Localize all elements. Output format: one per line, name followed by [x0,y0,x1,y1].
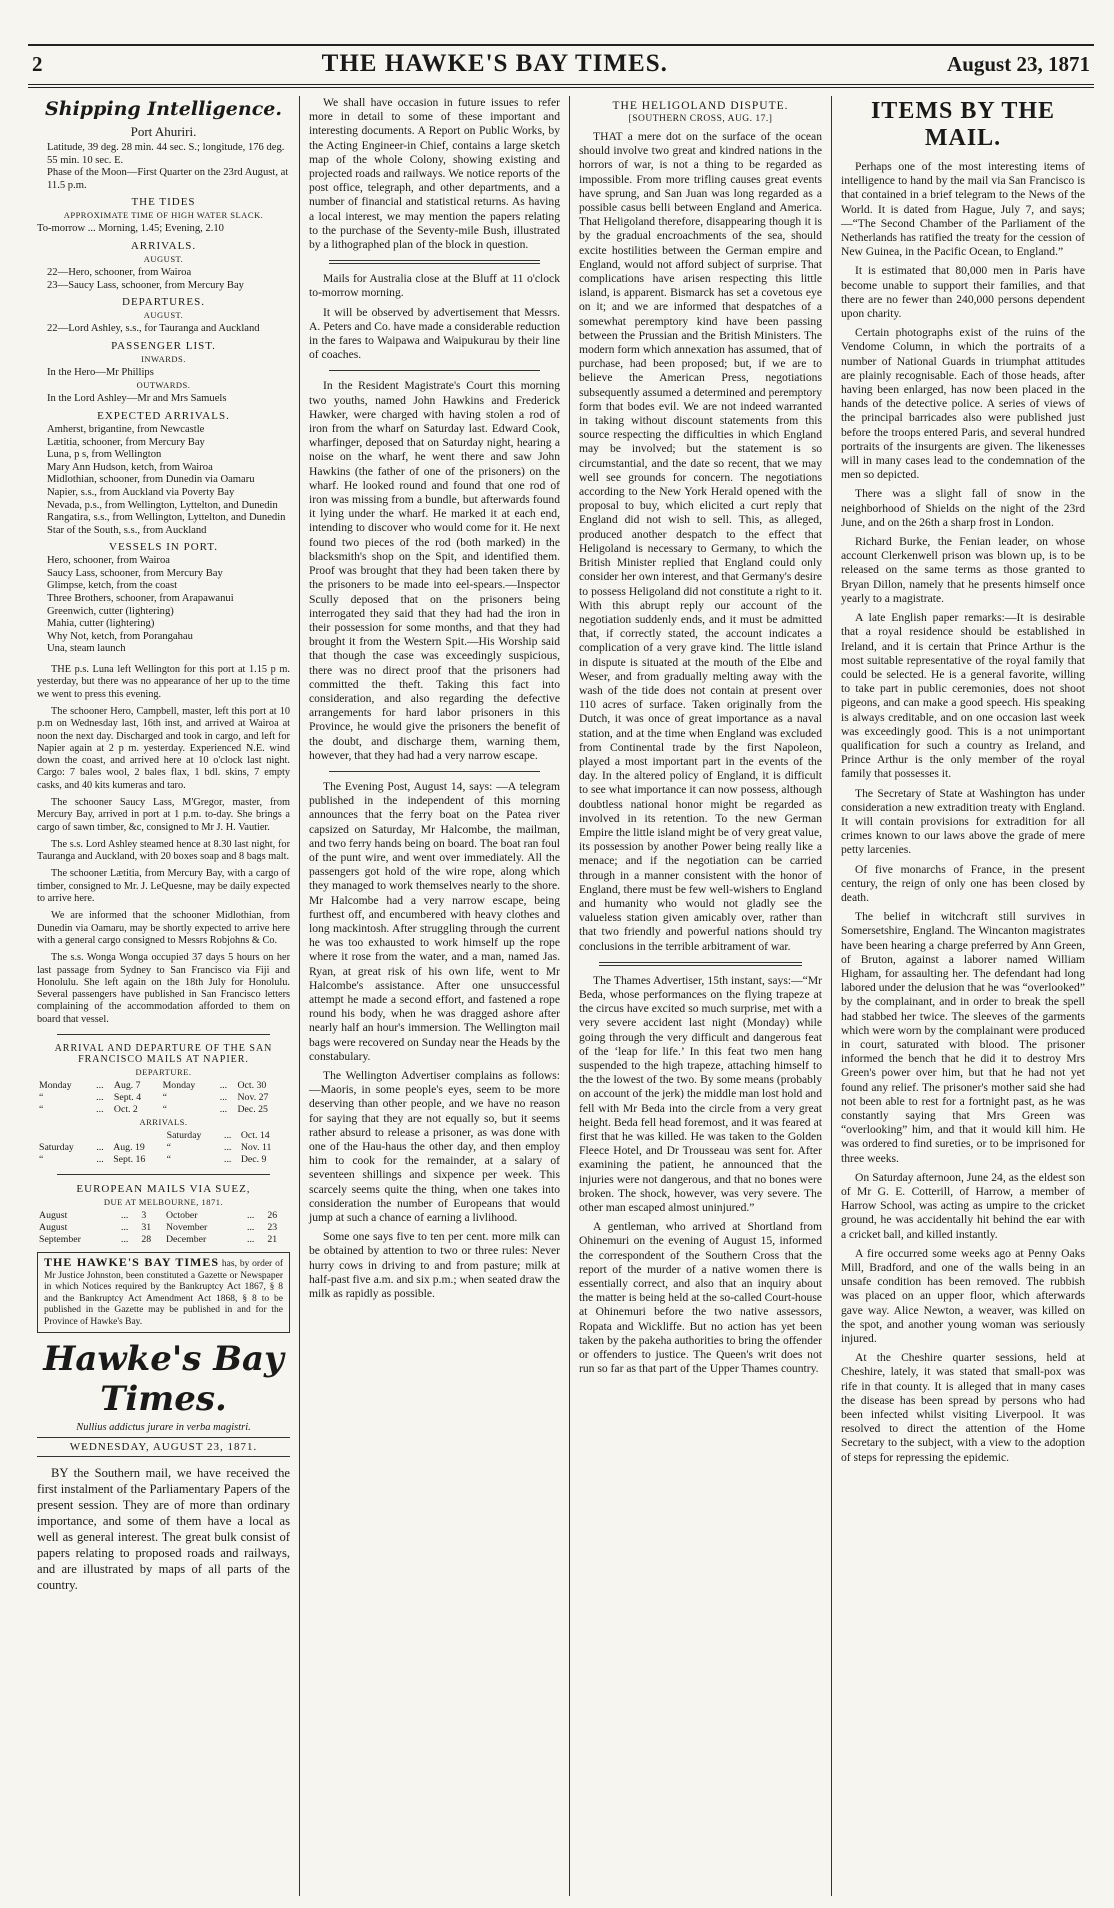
suez-table [37,1210,290,1246]
page-number: 2 [32,52,43,76]
table-cell: ... [224,1130,232,1142]
table-cell: ... [121,1222,129,1234]
expected-heading: EXPECTED ARRIVALS. [97,409,230,422]
table-cell: 23 [267,1222,278,1234]
table-cell: 3 [141,1210,147,1222]
table-cell [111,1130,164,1142]
table-cell: ... [224,1154,232,1166]
shipping-para: The schooner Saucy Lass, M'Gregor, master, from Mercury Bay, arrived in port at 1 p.m. to-day. She brings a cargo of sawn timber, &c, consigned to Mr J. H. Vautier. [37,797,290,833]
divider [57,1034,270,1035]
table-cell: Monday [162,1080,196,1092]
table-cell: 28 [141,1234,152,1246]
divider [599,962,802,966]
article-para: A gentleman, who arrived at Shortland from Ohinemuri on the evening of August 15, informed the correspondent of the Southern Cross that the report of the murder of a native women there is essentially correct, and also that an inquiry about the matter is being held at the so-called Court-house at Ohinemuri before the two native assessors, Ropata and Wickliffe. But no action has yet been taken by the pakeha authorities to bring the offender or offenders to justice. The Queen's writ does not run so far as that part of the Upper Thames country. [579,1220,822,1376]
table-cell: October [165,1210,198,1222]
notice-lead: THE HAWKE'S BAY TIMES [44,1255,220,1270]
table-cell: ... [219,1092,228,1104]
article-para: A fire occurred some weeks ago at Penny Oaks Mill, Bradford, and one of the walls being in an unsafe condition has been removed. The rubbish was placed on an upper floor, which afterwards gave way. Alice Newton, a weaver, was killed on the spot, and another young woman was seriously injured. [841,1246,1085,1346]
heligoland-source: [SOUTHERN CROSS, AUG. 17.] [628,114,773,124]
article-para: It is estimated that 80,000 men in Paris have become unable to support their families, and that there are no fewer than 240,000 persons dependent upon charity. [841,264,1085,321]
table-cell: ... [224,1142,232,1154]
expected-item: Luna, p s, from Wellington [47,449,162,461]
motto: Nullius addictus jurare in verba magistri. [76,1422,251,1434]
editorial-para: BY the Southern mail, we have received the first instalment of the Parliamentary Papers of the present session. They are of more than ordinary importance, and some of them have a local as well as general interest. The great bulk consist of papers relating to proposed roads and railways, and are illustrated by maps of all parts of the country. [37,1466,290,1593]
column-1 [28,96,300,1896]
table-cell: ... [121,1234,129,1246]
expected-item: Midlothian, schooner, from Dunedin via Oamaru [47,474,255,486]
table-cell: Sept. 16 [113,1154,146,1166]
items-heading: ITEMS BY THE MAIL. [870,98,1056,151]
table-cell: “ [39,1092,44,1104]
table-cell: ... [96,1142,104,1154]
table-cell: ... [219,1104,228,1116]
suez-sub: DUE AT MELBOURNE, 1871. [103,1197,224,1208]
issue-date: August 23, 1871 [947,52,1090,76]
vessel-item: Why Not, ketch, from Porangahau [47,630,193,642]
article-para: Certain photographs exist of the ruins of the Vendome Column, in which the portraits of a number of National Guards in triumphat attitudes are plainly recognisable. Each of those heads, after having been enlarged, has now been placed in the hands of the detective police. A series of views of the principal barricades also were published just before the troops entered Paris, and several hundred portraits of the insurgents are given. The likenesses will in many cases lead to the condemnation of the men so depicted. [841,326,1085,482]
shipping-para: We are informed that the schooner Midlothian, from Dunedin via Oamaru, may be shortly expected to arrive here with a general cargo consigned to Messrs Robjohns & Co. [37,910,290,946]
expected-item: Star of the South, s.s., from Auckland [47,524,207,536]
divider [57,1174,270,1175]
vessel-item: Three Brothers, schooner, from Arapawanui [47,593,234,605]
vessel-item: Mahia, cutter (lightering) [47,618,155,630]
mail-arrival-table [37,1130,290,1166]
arrival-item: 23—Saucy Lass, schooner, from Mercury Bay [47,279,244,291]
vessel-item: Una, steam launch [47,643,126,655]
table-cell: ... [96,1104,104,1116]
article-para: There was a slight fall of snow in the neighborhood of Shields on the night of the 23rd June, and on the 26th a sharp frost in London. [841,487,1085,529]
arrivals-heading: ARRIVALS. [130,239,197,252]
table-cell: ... [247,1210,255,1222]
tides-heading: THE TIDES [131,196,196,209]
table-cell: December [165,1234,207,1246]
table-cell: Dec. 9 [240,1154,267,1166]
shipping-para: THE p.s. Luna left Wellington for this port at 1.15 p m. yesterday, but there was no appearance of her up to the time we went to press this evening. [37,664,290,700]
expected-item: Rangatira, s.s., from Wellington, Lyttelton, and Dunedin [47,512,286,524]
shipping-heading: Shipping Intelligence. [45,98,282,120]
table-cell: ... [219,1080,228,1092]
article-para: Some one says five to ten per cent. more milk can be obtained by attention to two or three rules: Never hurry cows in driving to and from pasture; milk at half-past five a.m. and six p.m.; when seated draw the milk as rapidly as possible. [309,1230,560,1301]
article-para: In the Resident Magistrate's Court this morning two youths, named John Hawkins and Frederick Hawker, were charged with having stolen a rod of iron from the wharf on Saturday last. Edward Cook, wharfinger, deposed that on Saturday night, hearing a noise on the wharf, he went there and saw John Hawkins (the father of one of the prisoners) on the wharf. He looked round and found that one rod of iron was missing from a bundle, but afterwards found it lying under the wharf. He marked it at each end, intending to discover who would come for it. He next found two pieces of the rod (both marked) in the blacksmith's shop on the Spit, and identified them. Proof was brought that they had been taken there by the prisoners to be made into eel-spears.—Inspector Scully deposed that on the prisoners being interrogated they said that they had had the iron in their possession for some months, and that they had brought it from the Western Spit.—His Worship said that though the case was exceedingly suspicious, there was no direct proof that the prisoners had committed the theft. Taking this fact into consideration, and also regarding the defective arrangements for hard labor prisoners in this Province, he would give the prisoners the benefit of the doubt, and discharge them, warning them, however, that they had had a very narrow escape. [309,379,560,762]
shipping-news [37,664,290,1026]
vessel-item: Hero, schooner, from Wairoa [47,555,170,567]
inwards-line: In the Hero—Mr Phillips [47,366,154,378]
table-cell: ... [121,1210,129,1222]
table-cell: “ [39,1104,44,1116]
divider [329,771,540,772]
table-cell: Dec. 25 [237,1104,268,1116]
columns [28,96,1094,1896]
table-cell: “ [166,1154,171,1166]
mail-arrivals-label: ARRIVALS. [139,1117,188,1128]
outwards-line: In the Lord Ashley—Mr and Mrs Samuels [47,393,227,405]
table-cell: August [39,1210,68,1222]
article-para: The Evening Post, August 14, says: —A telegram published in the independent of this morning announces that the ferry boat on the Patea river capsized on Saturday, Mr Halcombe, the mailman, and two ferry hands being on board. The boat ran foul of the punt wire, and went over immediately. All the passengers got hold of the wire rope, along which they managed to work themselves nearly to the shore. Mr Halcombe had a very narrow escape, being furthest off, and encumbered with heavy clothes and long mackintosh. After struggling through the current he was too exhausted to work himself up the rope where it rose from the water, and a man, named Jas. Ryan, at great risk of his own life, went to Mr Halcombe's assistance. After one unsuccessful attempt he made a second effort, and fastened a rope round his body, when he was dragged ashore after nearly half an hour's immersion. The Wellington mail bags were recovered on Sunday near the Heads by the constabulary. [309,779,560,1063]
table-cell: ... [96,1080,104,1092]
vessel-item: Saucy Lass, schooner, from Mercury Bay [47,567,223,579]
table-cell: “ [162,1092,167,1104]
table-cell: Oct. 2 [113,1104,138,1116]
table-cell: “ [166,1142,171,1154]
table-cell: Nov. 27 [237,1092,269,1104]
table-cell: Oct. 14 [240,1130,270,1142]
article-para: Richard Burke, the Fenian leader, on whose account Clerkenwell prison was blown up, is to be released on the same terms as those granted to Bryan Dillon, namely that he presents himself once yearly to a magistrate. [841,535,1085,605]
vessels-heading: VESSELS IN PORT. [109,541,218,554]
article-para: Of five monarchs of France, in the present century, the reign of only one has been closed by death. [841,862,1085,904]
gazette-notice [37,1252,290,1333]
departures-month: AUGUST. [143,310,184,321]
article-para: THAT a mere dot on the surface of the ocean should involve two great and kindred nations in the horrors of war, is not a thing to be regarded as impossible. From more trifling causes great events have sprung, and San Juan was long regarded as a possible casus belli between England and America. That Heligoland therefore, disappearing though it is by the gradual encroachments of the sea, should excite hostilities between the German empire and England, would not afford subject of surprise. That complications have arisen respecting this little island, is apparent. Bismarck has set a covetous eye on it; and we are informed that despatches of a somewhat peremptory kind have been passing between the Prussian and the British Ministers. The modern form which annexation has assumed, that of purchase, had been proposed; but, if we are to believe the American Press, negotiations subsequently assumed a determined and peremptory form that bodes evil. We are not indeed warranted in taking without discount statements from this source respecting the difficulties in which England may be involved; but the statement is so circumstantial, and the date so recent, that we may well see grounds for concern. The negotiations according to the New York Herald opened with the proposal to buy, which elicited a curt reply that England did not wish to sell. This, as alleged, produced another despatch to the effect that Heligoland is necessary to Germany, to which the British Minister replied that England could only consider her own interest, and that Germany's desire to possess Heligoland did not constitute a right to it. With this abrupt reply our account of the negotiation suddenly ends, and it must be admitted that, if correctly stated, the account indicates a complication of a very grave kind. The little island in dispute is situated at the mouth of the Elbe and Weser, and from gradually melting away with the wash of the tide does not contain at present over 110 acres of surface. Taken originally from the Dutch, it was once of great importance as a naval station, and at the time when England was excluded from Continental trade by the first Napoleon, played a most important part in the events of the day. In the altered policy of England, it is difficult to see what importance it can now possess, although doubtless national honor might be regarded as involved in its retention. To the new German Empire the little island might be of very great value, its possession by another Power being really like a menace; and if the negotiation can be carried through in a manner consistent with the honor of England, there must be few well-wishers to England and humanity who would not gladly see the valueless station given amicably over, rather than that two friendly and powerful nations should try conclusions in the terrible arbitrament of war. [579,130,822,953]
table-cell: Saturday [39,1142,74,1154]
moon-phase: Phase of the Moon—First Quarter on the 23rd August, at 11.5 p.m. [47,167,289,191]
dateline: WEDNESDAY, AUGUST 23, 1871. [37,1437,290,1457]
paper-title: THE HAWKE'S BAY TIMES. [321,50,668,77]
arrivals-month: AUGUST. [143,253,184,264]
table-cell: ... [96,1154,104,1166]
column-3 [570,96,832,1896]
table-cell: ... [247,1234,255,1246]
port-name: Port Ahuriri. [130,124,197,139]
vessel-item: Greenwich, cutter (lightering) [47,605,174,617]
table-cell: 21 [267,1234,278,1246]
vessel-item: Glimpse, ketch, from the coast [47,580,178,592]
expected-item: Mary Ann Hudson, ketch, from Wairoa [47,461,213,473]
article-para: On Saturday afternoon, June 24, as the eldest son of Mr G. E. Cotterill, of Harrow, a member of Harrow School, was acting as umpire to the cricket ground, he was accidentally hit behind the ear with a cricket ball, and killed instantly. [841,1170,1085,1241]
table-cell: Aug. 7 [113,1080,141,1092]
article-para: It will be observed by advertisement that Messrs. A. Peters and Co. have made a considerable reduction in the fares to Waipawa and Waipukurau by their line of coaches. [309,305,560,362]
mail-departure-table [37,1080,290,1116]
divider [329,370,540,371]
latitude: Latitude, 39 deg. 28 min. 44 sec. S.; longitude, 176 deg. 55 min. 10 sec. E. [47,142,285,166]
table-cell: “ [162,1104,167,1116]
table-cell: Sept. 4 [113,1092,142,1104]
inwards-label: INWARDS. [141,353,186,364]
masthead [28,46,1094,84]
mail-departure-label: DEPARTURE. [135,1067,192,1078]
departure-item: 22—Lord Ashley, s.s., for Tauranga and Auckland [47,323,260,335]
article-para: We shall have occasion in future issues to refer more in detail to some of these important and interesting documents. A Report on Public Works, by the Acting Engineer-in Chief, contains a large sketch map of the whole Colony, showing existing and projected roads and railways. We notice reports of the post office, telegraph, and other departments, and a number of financial and statistical returns. As having a local interest, we may mention the papers relating to the purchase of the Seventy-mile Bush, illustrated by a lithographed plan of the block in question. [309,96,560,252]
article-para: The Secretary of State at Washington has under consideration a new extradition treaty with England. It will contain provisions for extradition for all crimes known to our laws above the grade of mere petty larcenies. [841,786,1085,857]
shipping-para: The s.s. Wonga Wonga occupied 37 days 5 hours on her last passage from Sydney to San Francisco via Fiji and Honolulu. She left again on the 18th July for Honolulu. Several passengers have published in San Francisco letters complaining of the accommodation afforded to them on board that vessel. [37,952,290,1025]
expected-item: Amherst, brigantine, from Newcastle [47,423,205,435]
article-para: The Thames Advertiser, 15th instant, says:—“Mr Beda, whose performances on the flying trapeze at the circus have excited so much surprise, met with a very severe accident last night (Monday) while going through the very difficult and dangerous feat of the ‘leap for life.’ In this feat two men hang suspended to the high trapeze, attaching himself to the the lowest of the two. By some means (probably on account of the jerk) the middle man lost hold and fell with Mr Beda into the circle from a very great height. Beda fell head foremost, and it was feared at first that he was killed. He was taken to the Golden Fleece Hotel, and Dr Trousseau was sent for. After examining the patient, he announced that the injuries were not dangerous, and that no bones were broken. The shock, however, was very severe. The other man escaped almost uninjured.” [579,973,822,1215]
mail-heading: ARRIVAL AND DEPARTURE OF THE SAN FRANCISCO MAILS AT NAPIER. [54,1043,273,1066]
table-cell: Aug. 19 [113,1142,145,1154]
article-para: The Wellington Advertiser complains as follows:—Maoris, in some people's eyes, seem to be more deserving than other people, and we have no reason for saying that they are not equally so, but it seems rather absurd to release a prisoner, as was done with one of the Hau-haus the other day, and then employ him to cook for the remainder, at a salary of seventeen shillings and sixpence per week. This scarcely seems quite the thing, when one takes into consideration the number of Europeans that would jump at such a chance of earning a livlihood. [309,1069,560,1225]
table-cell: Nov. 11 [240,1142,272,1154]
table-cell [37,1130,94,1142]
expected-item: Nevada, p.s., from Wellington, Lyttelton, and Dunedin [47,499,278,511]
heligoland-heading: THE HELIGOLAND DISPUTE. [612,100,789,112]
editorial-paper-title: Hawke's Bay Times. [43,1339,284,1420]
article-para: A late English paper remarks:—It is desirable that a royal residence should be established in Ireland, and it is certain that Prince Arthur is the most suitable representative of the royal family that could be selected. He is a general favorite, willing to take part in public ceremonies, does not shoot pigeons, and can make a good speech. His speaking is always creditable, and on one occasion last week was exceedingly good. This is a not unimportant qualification for such a country as Ireland, and Prince Arthur is the only member of the royal family that possesses it. [841,611,1085,781]
arrival-item: 22—Hero, schooner, from Wairoa [47,266,192,278]
article-para: The belief in witchcraft still survives in Somersetshire, England. The Wincanton magistrates have been hearing a charge preferred by Ann Green, of Bruton, against a laborer named William Higham, for assaulting her. The defendant had long labored under the delusion that he was “overlooked” by the complainant, and in order to break the spell had stabbed her twice. The sleeves of the garments which were worn by the complainant were produced in court, saturated with blood. The prisoner informed the bench that he did it to destroy Mrs Green's power over him, but that he had not yet found any relief. The prisoner's mother said she had not been able to rest for a fortnight past, as he was constantly saying that Mrs Green was “overlooking” him, and that it would kill him. He was ordered to find sureties, or to be imprisoned for three weeks. [841,910,1085,1165]
departures-heading: DEPARTURES. [122,296,205,309]
passenger-heading: PASSENGER LIST. [111,339,216,352]
table-cell: Monday [39,1080,72,1092]
divider [329,260,540,264]
table-cell: 31 [141,1222,152,1234]
tides-sub: APPROXIMATE TIME OF HIGH WATER SLACK. [63,210,264,221]
article-para: At the Cheshire quarter sessions, held at Cheshire, lately, it was stated that small-pox was rife in that county. It is alleged that in many cases the disease has been spread by persons who had been infected whilst visiting Liverpool. It was resolved to direct the attention of the Home Secretary to the subject, with a view to the adoption of steps for repressing the epidemic. [841,1351,1085,1464]
suez-heading: EUROPEAN MAILS VIA SUEZ, [76,1183,251,1196]
notice-text: has, by order of Mr Justice Johnston, been constituted a Gazette or Newspaper in which Notices required by the Bankruptcy Act 1867, § 8 and the Bankruptcy Act Amendment Act 1868, § 8 to be published in the Gazette may be published in and for the Province of Hawke's Bay. [44,1259,283,1327]
shipping-para: The s.s. Lord Ashley steamed hence at 8.30 last night, for Tauranga and Auckland, with 20 boxes soap and 8 bags malt. [37,838,290,863]
shipping-para: The schooner Hero, Campbell, master, left this port at 10 p.m on Wednesday last, 16th inst, and arrived at Wairoa at noon the next day. Discharged and took in cargo, and left for Napier again at 2 p m. yesterday. Experienced N.E. wind down the coast, and arrived here at 10 o'clock last night. Cargo: 7 bales wool, 2 bales flax, 1 bdl. skins, 7 empty casks, and 40 kits kumeras and taro. [37,705,290,791]
table-cell: ... [96,1092,104,1104]
table-cell [94,1130,111,1142]
column-4 [832,96,1094,1896]
outwards-label: OUTWARDS. [136,380,191,391]
table-cell: ... [247,1222,255,1234]
shipping-para: The schooner Lætitia, from Mercury Bay, with a cargo of timber, consigned to Mr. J. LeQuesne, may be daily expected to arrive here. [37,868,290,905]
table-cell: November [165,1222,208,1234]
masthead-rule [28,84,1094,88]
table-cell: Oct. 30 [237,1080,267,1092]
expected-item: Lætitia, schooner, from Mercury Bay [47,436,205,448]
table-cell: September [39,1234,81,1246]
article-para: Perhaps one of the most interesting items of intelligence to hand by the mail via San Francisco is that contained in a brief telegram to the News of the World. It is dated from Hague, July 7, and says; —“The Second Chamber of the Parliament of the Netherlands has ratified the treaty for the cession of New Guinea, in the Pacific Ocean, to England.” [841,160,1085,259]
table-cell: August [39,1222,68,1234]
column-2 [300,96,570,1896]
article-para: Mails for Australia close at the Bluff at 11 o'clock to-morrow morning. [309,272,560,300]
table-cell: Saturday [166,1130,202,1142]
table-cell: “ [39,1154,44,1166]
tides-line: To-morrow ... Morning, 1.45; Evening, 2.10 [37,223,224,235]
table-cell: 26 [267,1210,278,1222]
expected-item: Napier, s.s., from Auckland via Poverty Bay [47,486,235,498]
